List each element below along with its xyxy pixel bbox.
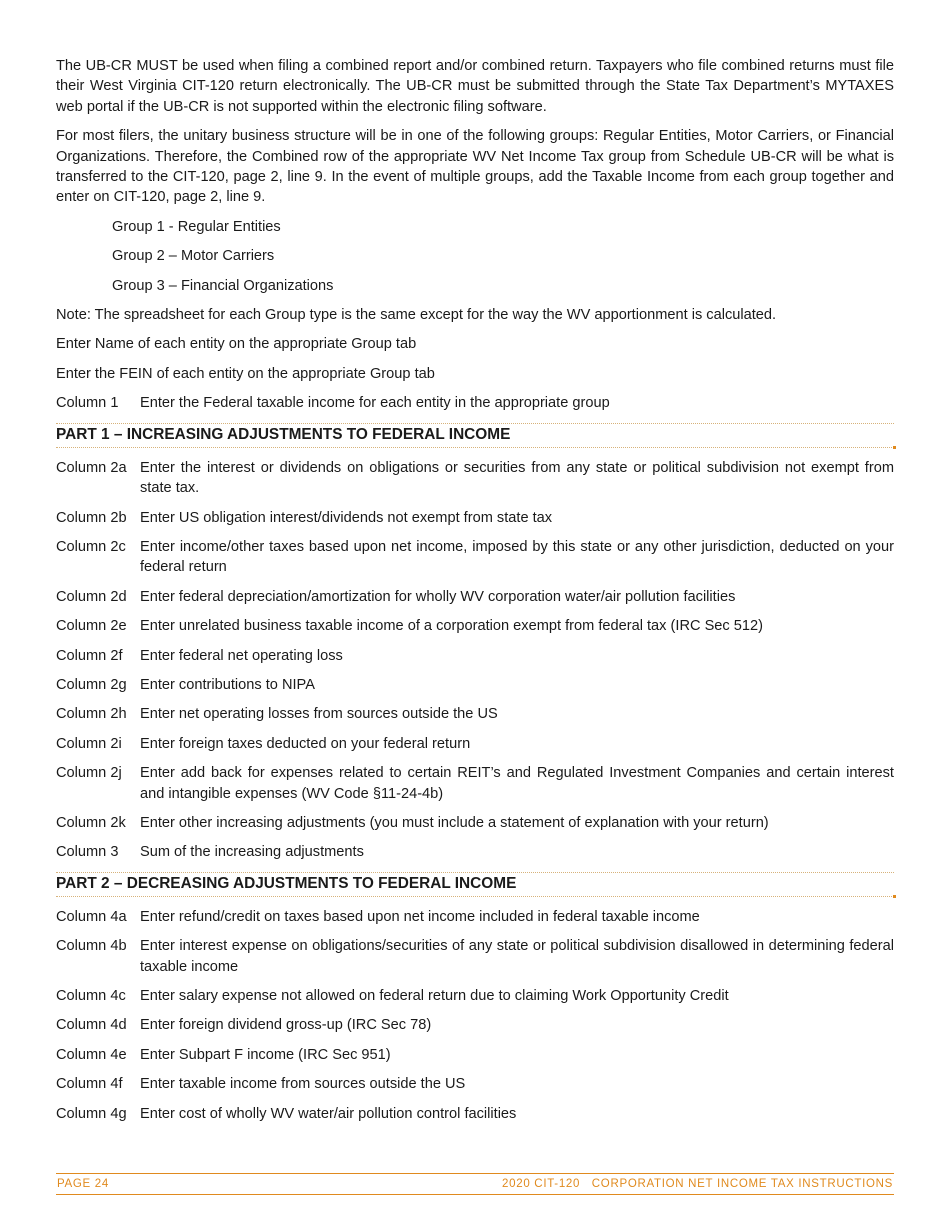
column-2a-row bbox=[56, 458, 894, 499]
column-label: Column 2j bbox=[56, 765, 122, 782]
column-text: Enter net operating losses from sources outside the US bbox=[140, 706, 498, 723]
column-text: Enter US obligation interest/dividends not exempt from state tax bbox=[140, 509, 553, 526]
group-3: Group 3 – Financial Organizations bbox=[112, 277, 334, 294]
column-label: Column 1 bbox=[56, 395, 119, 412]
column-4b-row bbox=[56, 936, 894, 977]
column-label: Column 2c bbox=[56, 538, 126, 555]
intro-paragraph-2: For most filers, the unitary business structure will be in one of the following groups: Regular Entities, Motor Carriers, or Financial Organizations. Therefore, the Combined row of the appropriate WV Net Income Tax group from Schedule UB-CR will be what is transferred to the CIT-120, page 2, line 9. In the event of multiple groups, add the Taxable Income from each group together and enter on CIT-120, page 2, line 9. bbox=[56, 128, 894, 206]
column-label: Column 2e bbox=[56, 618, 127, 635]
column-text: Enter foreign taxes deducted on your federal return bbox=[140, 735, 471, 752]
column-4d-row bbox=[56, 1015, 894, 1035]
column-text: Enter salary expense not allowed on federal return due to claiming Work Opportunity Credit bbox=[140, 988, 729, 1004]
column-label: Column 2k bbox=[56, 814, 126, 831]
column-2i-row bbox=[56, 734, 894, 754]
column-label: Column 2h bbox=[56, 706, 127, 723]
column-2k-row bbox=[56, 813, 894, 833]
column-label: Column 4c bbox=[56, 988, 126, 1004]
column-text: Enter other increasing adjustments (you must include a statement of explanation with your return) bbox=[140, 814, 769, 831]
page-footer bbox=[56, 1173, 894, 1195]
column-label: Column 2b bbox=[56, 509, 127, 526]
column-text: Enter interest expense on obligations/securities of any state or political subdivision disallowed in determining federal taxable income bbox=[140, 938, 894, 975]
name-instruction: Enter Name of each entity on the appropriate Group tab bbox=[56, 336, 417, 353]
column-2h-row bbox=[56, 704, 894, 724]
column-text: Enter Subpart F income (IRC Sec 951) bbox=[140, 1046, 391, 1063]
column-label: Column 2g bbox=[56, 676, 127, 693]
page-number: PAGE 24 bbox=[57, 1178, 109, 1190]
column-text: Enter federal depreciation/amortization for wholly WV corporation water/air pollution facilities bbox=[140, 588, 736, 605]
column-text: Enter refund/credit on taxes based upon net income included in federal taxable income bbox=[140, 908, 700, 925]
column-text: Enter income/other taxes based upon net income, imposed by this state or any other jurisdiction, deducted on your federal return bbox=[140, 538, 894, 576]
column-text: Sum of the increasing adjustments bbox=[140, 844, 364, 861]
column-2b-row bbox=[56, 508, 894, 528]
part-2-heading: PART 2 – DECREASING ADJUSTMENTS TO FEDERAL INCOME bbox=[56, 872, 894, 897]
column-label: Column 2d bbox=[56, 588, 127, 605]
column-text: Enter cost of wholly WV water/air pollution control facilities bbox=[140, 1105, 517, 1122]
group-2: Group 2 – Motor Carriers bbox=[112, 248, 275, 265]
column-2e-row bbox=[56, 616, 894, 636]
column-2j-row bbox=[56, 763, 894, 804]
column-text: Enter the Federal taxable income for each entity in the appropriate group bbox=[140, 395, 610, 412]
column-text: Enter add back for expenses related to certain REIT’s and Regulated Investment Companies and certain interest and intangible expenses (WV Code §11-24-4b) bbox=[140, 765, 894, 802]
column-text: Enter foreign dividend gross-up (IRC Sec 78) bbox=[140, 1017, 432, 1034]
column-text: Enter federal net operating loss bbox=[140, 647, 343, 664]
column-4e-row bbox=[56, 1045, 894, 1065]
column-text: Enter the interest or dividends on obligations or securities from any state or political subdivision not exempt from state tax. bbox=[140, 459, 894, 497]
part-1-heading: PART 1 – INCREASING ADJUSTMENTS TO FEDERAL INCOME bbox=[56, 423, 894, 448]
column-label: Column 4g bbox=[56, 1105, 127, 1122]
column-label: Column 4d bbox=[56, 1017, 127, 1034]
column-3-row bbox=[56, 842, 894, 862]
column-2c-row bbox=[56, 537, 894, 578]
column-4a-row bbox=[56, 907, 894, 927]
column-label: Column 3 bbox=[56, 844, 119, 861]
column-2g-row bbox=[56, 675, 894, 695]
column-text: Enter contributions to NIPA bbox=[140, 676, 315, 693]
column-label: Column 4e bbox=[56, 1046, 127, 1063]
column-text: Enter unrelated business taxable income of a corporation exempt from federal tax (IRC Sec 512) bbox=[140, 618, 763, 635]
column-label: Column 4a bbox=[56, 908, 127, 925]
column-label: Column 2f bbox=[56, 647, 123, 664]
column-4g-row bbox=[56, 1104, 894, 1124]
column-text: Enter taxable income from sources outside the US bbox=[140, 1076, 466, 1093]
column-label: Column 4f bbox=[56, 1076, 123, 1093]
document-page bbox=[56, 56, 894, 1133]
fein-instruction: Enter the FEIN of each entity on the appropriate Group tab bbox=[56, 365, 435, 382]
footer-title: 2020 CIT-120 CORPORATION NET INCOME TAX INSTRUCTIONS bbox=[502, 1178, 893, 1190]
group-1: Group 1 - Regular Entities bbox=[112, 218, 281, 235]
column-2d-row bbox=[56, 587, 894, 607]
column-4f-row bbox=[56, 1074, 894, 1094]
note-line: Note: The spreadsheet for each Group type is the same except for the way the WV apportionment is calculated. bbox=[56, 307, 777, 324]
column-label: Column 2i bbox=[56, 735, 122, 752]
column-label: Column 4b bbox=[56, 938, 127, 955]
column-label: Column 2a bbox=[56, 459, 127, 476]
column-1-row bbox=[56, 393, 894, 413]
column-4c-row bbox=[56, 986, 894, 1006]
intro-paragraph-1: The UB-CR MUST be used when filing a combined report and/or combined return. Taxpayers who file combined returns must file their West Virginia CIT-120 return electronically. The UB-CR must be submitted through the State Tax Department’s MYTAXES web portal if the UB-CR is not supported within the electronic filing software. bbox=[56, 58, 894, 115]
column-2f-row bbox=[56, 646, 894, 666]
